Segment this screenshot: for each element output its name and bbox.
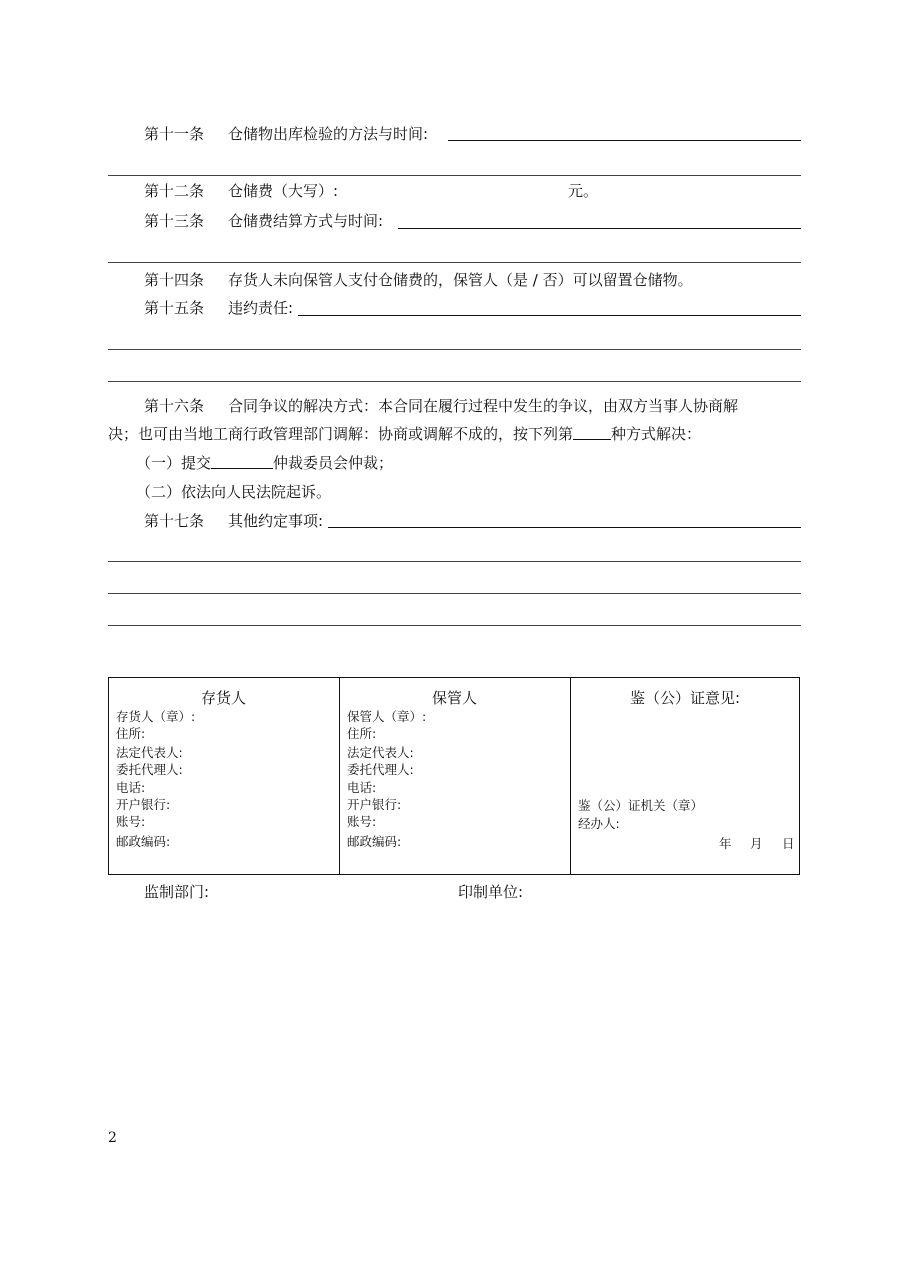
clause-11-fill-line: [448, 140, 801, 141]
date-day-label: 日: [782, 836, 795, 851]
clause-16-line2-end: 种方式解决：: [611, 425, 702, 443]
clause-16-arbitration-blank: [211, 453, 273, 469]
clause-15-number: 第十五条: [144, 299, 205, 317]
clause-16-option-1: [136, 453, 393, 473]
clause-13-fill-line: [398, 228, 801, 229]
blank-line: [108, 593, 801, 594]
blank-line: [108, 262, 801, 263]
clause-15-fill-line: [298, 315, 801, 316]
depositor-agent-field: 委托代理人:: [116, 762, 183, 777]
custodian-legal-rep-field: 法定代表人:: [347, 745, 414, 760]
depositor-bank-field: 开户银行:: [116, 797, 171, 812]
blank-line: [108, 349, 801, 350]
notary-handler-field: 经办人:: [578, 816, 620, 831]
printer-label: 印制单位:: [458, 883, 524, 901]
clause-11-number: 第十一条: [144, 125, 205, 143]
depositor-title: 存货人: [200, 689, 246, 707]
clause-14-text: 存货人未向保管人支付仓储费的，保管人（是 / 否）可以留置仓储物。: [228, 271, 693, 289]
clause-13-number: 第十三条: [144, 212, 205, 230]
depositor-seal-field: 存货人（章）:: [116, 709, 196, 724]
clause-16-line2-start: 决；也可由当地工商行政管理部门调解：协商或调解不成的，按下列第: [108, 425, 574, 443]
supervisor-label: 监制部门:: [144, 883, 210, 901]
page-number: 2: [108, 1130, 117, 1146]
clause-15-text: 违约责任:: [228, 299, 294, 317]
clause-16-number: 第十六条: [144, 397, 205, 415]
notary-opinion-title: 鉴（公）证意见:: [629, 689, 741, 707]
clause-16-option-1-start: （一）提交: [136, 454, 212, 472]
custodian-seal-field: 保管人（章）:: [347, 709, 427, 724]
date-month-label: 月: [750, 836, 763, 851]
blank-line: [108, 561, 801, 562]
date-year-label: 年: [719, 836, 732, 851]
custodian-agent-field: 委托代理人:: [347, 762, 414, 777]
clause-11-text: 仓储物出库检验的方法与时间:: [228, 125, 429, 143]
custodian-postcode-field: 邮政编码:: [347, 834, 402, 849]
depositor-postcode-field: 邮政编码:: [116, 834, 171, 849]
clause-13-text: 仓储费结算方式与时间:: [228, 212, 384, 230]
custodian-title: 保管人: [431, 689, 477, 707]
custodian-account-field: 账号:: [347, 814, 377, 829]
blank-line: [108, 625, 801, 626]
depositor-account-field: 账号:: [116, 814, 146, 829]
clause-16-option-2: （二）依法向人民法院起诉。: [136, 483, 332, 501]
clause-16-option-1-end: 仲裁委员会仲裁；: [273, 454, 394, 472]
clause-12-text: 仓储费（大写）:: [228, 182, 339, 200]
clause-16-line2: [108, 424, 701, 444]
clause-12-unit: 元。: [568, 182, 599, 200]
blank-line: [108, 175, 801, 176]
clause-16-choice-blank: [573, 424, 611, 440]
depositor-phone-field: 电话:: [116, 780, 146, 795]
clause-12-number: 第十二条: [144, 182, 205, 200]
clause-14-number: 第十四条: [144, 271, 205, 289]
depositor-address-field: 住所:: [116, 726, 146, 741]
custodian-address-field: 住所:: [347, 726, 377, 741]
blank-line: [108, 381, 801, 382]
notary-authority-field: 鉴（公）证机关（章）: [578, 798, 704, 813]
depositor-legal-rep-field: 法定代表人:: [116, 745, 183, 760]
clause-17-number: 第十七条: [144, 512, 205, 530]
custodian-phone-field: 电话:: [347, 780, 377, 795]
custodian-bank-field: 开户银行:: [347, 797, 402, 812]
clause-16-line1: 合同争议的解决方式：本合同在履行过程中发生的争议，由双方当事人协商解: [228, 397, 739, 415]
clause-17-text: 其他约定事项:: [228, 512, 324, 530]
clause-17-fill-line: [328, 527, 801, 528]
